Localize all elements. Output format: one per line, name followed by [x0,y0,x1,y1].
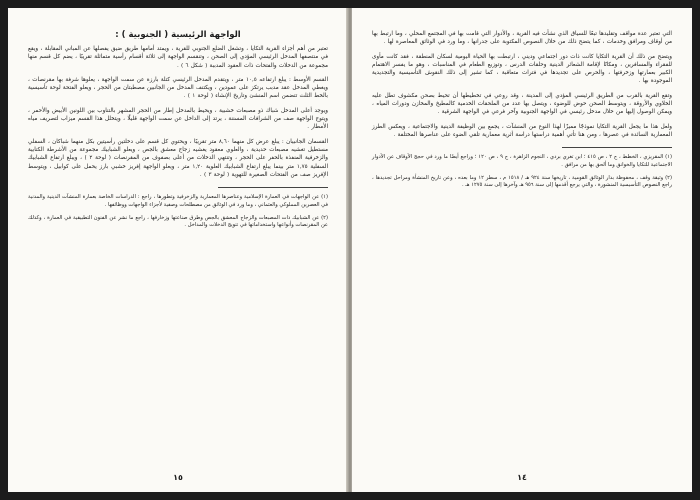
left-page [8,8,348,492]
body-paragraph: القسمان الجانبيان : يبلغ عرض كل منهما ٨,٦٠ متر تقريبًا ، ويحتوي كل قسم على دخلتين رأسيتين بكل منهما شباكان ، السفلي مستطيل تغشيه مصبعات حديدية ، والعلوي معقود يغشيه زجاج معشق بالجص ، ويعلو الشبابيك مجموعة من الأشرطة الكتابية والزخرفية المنفذة بالحفر على الحجر ، وتنتهي الدخلات من أعلى بصفوف من المقرنصات ( لوحة ٢ ) ، ويبلغ ارتفاع الشبابيك السفلية ١,٧٥ متر بينما يبلغ ارتفاع الشبابيك العلوية ١,٢٠ متر ، ويعلو الواجهة إفريز خشبي بارز يحمل على كوابيل ، ويتوسط الإفريز صف من الفتحات الصغيرة للتهوية ( لوحة ٣ ) . [28,138,328,178]
body-paragraph: التي تعتبر عدة مواقف وتقليدها تبعًا للسياق الذي نشأت فيه القرية ، والأدوار التي قامت بها في المجتمع المحلي ، وما ارتبط بها من أوقاف ومرافق وخدمات ، كما يتضح ذلك من خلال النصوص المكتوبة على جدرانها ، وما ورد في الوثائق المعاصرة لها . [372,31,672,46]
page-number: ١٤ [517,473,527,482]
right-page [352,8,692,492]
footnote-divider [218,187,328,188]
footnote-divider [562,147,672,148]
body-paragraph: القسم الأوسط : يبلغ ارتفاعه ١٠,٥ متر ، ويتقدم المدخل الرئيسي كتلة بارزة عن سمت الواجهة ، يعلوها شرفة بها مقرنصات ، ويغطي المدخل عقد مدبب يرتكز على عمودين ، ويكتنف المدخل من الجانبين مصطبتان من الحجر ، ويعلو الفتحة لوحة تأسيسية بالخط الثلث تتضمن اسم المنشئ وتاريخ الإنشاء ( لوحة ١ ) . [28,76,329,100]
body-paragraph: وتقع القرية بالقرب من الطريق الرئيسي المؤدي إلى المدينة ، وقد روعي في تخطيطها أن تحيط بصحن مكشوف تطل عليه الخلاوي والأروقة ، ويتوسط الصحن حوض للوضوء ، ويتصل بها عدد من الملحقات الخدمية كالمطبخ والمخازن ودورات المياه ، ويمكن الوصول إليها من خلال مدخل رئيسي في الواجهة الجنوبية وآخر فرعي في الواجهة الشرقية . [372,92,672,116]
body-paragraph: ويتضح من ذلك أن القرية التكايا كانت ذات دور اجتماعي وديني ، ارتبطت بها الحياة اليومية لسكان المنطقة ، فقد كانت مأوى للفقراء والمسافرين ، ومكانًا لإقامة الشعائر الدينية وحلقات الدرس ، وتوزيع الطعام في المناسبات ، وهو ما يفسر الاهتمام الكبير بعمارتها وزخرفتها ، والحرص على تجديدها في فترات متعاقبة ، كما تشير إلى ذلك النقوش التأسيسية والتجديدية الموجودة بها . [372,53,672,85]
body-paragraph: تعتبر من أهم أجزاء القرية التكايا ، وتشغل الضلع الجنوبي للقرية ، ويمتد أمامها طريق ضيق يفصلها عن المباني المقابلة ، ويقع في منتصفها المدخل الرئيسي المؤدي إلى الصحن ، وتنقسم الواجهة إلى ثلاثة أقسام رأسية متماثلة تقريبًا ، يضم كل قسم منها مجموعة من الدخلات والفتحات ذات العقود المدببة ( شكل ٦ ) . [28,46,328,69]
book-spread [8,8,692,492]
footnote: (٢) وثيقة وقف ، محفوظة بدار الوثائق القومية ، تاريخها سنة ٩٢٤ هـ / ١٥١٨ م ، سطر ١٢ وما بعده ، وعن تاريخ المنشأة ومراحل تجديدها ، راجع النصوص التأسيسية المنشورة ، والتي يرجع أقدمها إلى سنة ٩٥٦ هـ وآخرها إلى سنة ١٢٧٥ هـ . [372,174,672,189]
section-heading: الواجهة الرئيسية ( الجنوبية ) : [115,30,241,40]
body-paragraph: ويوجد أعلى المدخل شباك ذو مصبعات خشبية ، ويحيط بالمدخل إطار من الحجر المشهر بالتناوب بين اللونين الأبيض والأحمر ، ويتوج الواجهة صف من الشرافات المسننة ، يرتد إلى الداخل عن سمت الواجهة قليلًا ، ويتخلل هذا القسم ميزاب لتصريف مياه الأمطار . [28,107,328,131]
footnote: (١) عن الواجهات في العمارة الإسلامية وعناصرها المعمارية والزخرفية وتطورها ، راجع : الدراسات الخاصة بعمارة المنشآت الدينية والمدنية في العصرين المملوكي والعثماني ، وما ورد في الوثائق من مصطلحات وصفية لأجزاء الواجهات ووظائفها . [28,194,328,208]
footnote: (١) المقريزي ، الخطط ، ج ٢ ، ص ٤١٥ ؛ ابن تغري بردي ، النجوم الزاهرة ، ج ٩ ، ص ١٢٠ ؛ وراجع أيضًا ما ورد في حجج الأوقاف عن الأدوار الاجتماعية للتكايا والخوانق وما ألحق بها من مرافق . [372,154,672,168]
footnote: (٢) عن الشبابيك ذات المصبعات والزجاج المعشق بالجص وطرق صناعتها وزخارفها ، راجع ما نشر عن الفنون التطبيقية في العمارة ، وكذلك عن المقرنصات وأنواعها واستخداماتها في تتويج الدخلات والمداخل . [28,214,328,229]
body-paragraph: ولعل هذا ما يجعل القرية التكايا نموذجًا مميزًا لهذا النوع من المنشآت ، يجمع بين الوظيفة الدينية والاجتماعية ، ويعكس الطرز المعمارية السائدة في عصرها ، ومن هنا تأتي أهمية دراستها دراسة أثرية معمارية تلقي الضوء على عناصرها المختلفة . [372,123,672,138]
page-number: ١٥ [173,473,183,482]
